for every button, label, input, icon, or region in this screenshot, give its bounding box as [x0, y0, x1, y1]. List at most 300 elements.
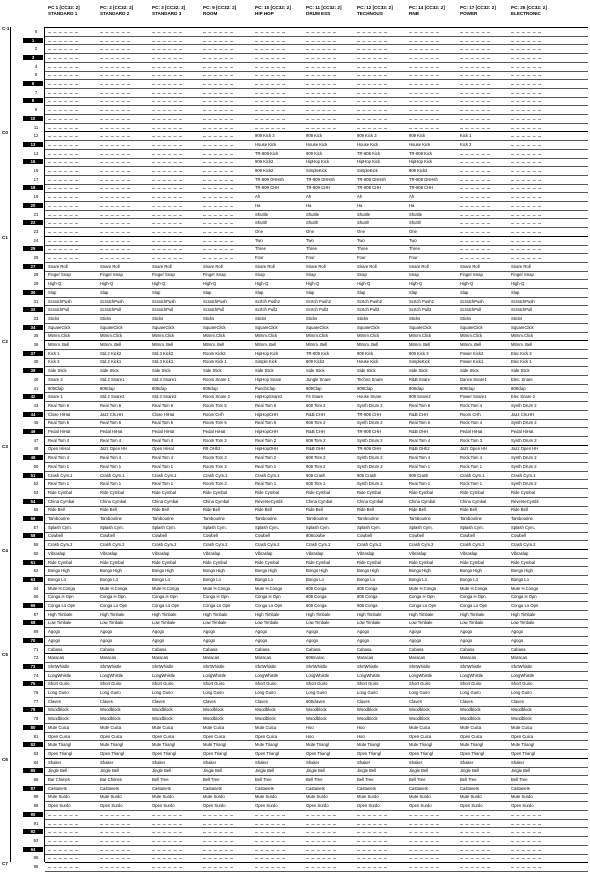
instrument-cell	[100, 107, 130, 111]
instrument-cell: Jingle Bell	[357, 768, 377, 774]
instrument-cell: Synth Drum 2	[511, 455, 537, 461]
instrument-cell	[357, 72, 387, 76]
instrument-cell: Low Timbale	[152, 620, 176, 626]
instrument-cell: Cabasa	[48, 646, 63, 652]
instrument-cell	[511, 125, 541, 129]
instrument-cell: Maracas	[255, 655, 272, 661]
instrument-cell: Bongo Lo	[203, 576, 221, 582]
instrument-cell: Jingle Bell	[255, 768, 275, 774]
instrument-cell	[255, 107, 285, 111]
instrument-cell	[48, 90, 78, 94]
instrument-cell: Side Stick	[100, 368, 119, 374]
instrument-cell: HipHop Kick	[409, 159, 433, 165]
instrument-cell: China Cymbal	[357, 498, 384, 504]
instrument-cell: Tambourine	[357, 516, 379, 521]
instrument-cell: Open Triangl	[255, 750, 279, 756]
instrument-cell	[48, 46, 78, 50]
instrument-cell: Agogo	[203, 629, 216, 635]
instrument-cell: 909 Kick 3	[357, 133, 377, 139]
instrument-cell: Std.2 Snare1	[100, 376, 125, 382]
instrument-cell	[203, 116, 233, 120]
instrument-cell: Mute Triangl	[306, 742, 330, 748]
instrument-cell: LongWhistle	[409, 672, 433, 678]
instrument-cell	[357, 821, 387, 825]
note-number: 95	[33, 855, 39, 861]
instrument-cell: ShrtWhistle	[409, 663, 431, 669]
instrument-cell	[255, 55, 285, 59]
instrument-cell: Slap	[100, 289, 109, 295]
instrument-cell: R&B CHH	[306, 411, 325, 417]
black-key-note: 94	[23, 847, 43, 852]
instrument-cell: Jazz Open HH	[460, 446, 488, 452]
instrument-cell: Ride Bell	[203, 507, 220, 513]
instrument-cell: ScratchPull	[460, 307, 482, 313]
instrument-cell	[48, 255, 78, 259]
instrument-cell: Conga Lo Opn	[100, 603, 128, 608]
instrument-cell: Jazz Open HH	[511, 446, 539, 452]
instrument-cell	[511, 107, 541, 111]
instrument-cell: 808 Conga	[357, 585, 378, 591]
instrument-cell: Three	[357, 246, 368, 252]
instrument-cell	[100, 133, 130, 137]
instrument-cell: Side Stick	[203, 368, 222, 374]
note-number: 47	[33, 437, 39, 443]
instrument-cell: Scrtch Pull2	[409, 307, 432, 313]
instrument-cell: Ah	[357, 194, 363, 200]
instrument-cell: Agogo	[357, 629, 370, 635]
instrument-cell: R&B CHH	[306, 429, 325, 434]
instrument-cell: Real Tom 2	[255, 455, 277, 461]
instrument-cell: ShrtWhistle	[255, 663, 277, 669]
instrument-cell: Agogo	[203, 637, 216, 643]
instrument-cell: Bongo Lo	[460, 576, 478, 582]
instrument-cell	[100, 855, 130, 859]
instrument-cell	[203, 133, 233, 137]
instrument-cell: Open Surdo	[306, 803, 329, 809]
instrument-cell: Agogo	[255, 637, 268, 643]
instrument-cell: Short Guiro	[357, 681, 379, 687]
instrument-cell: Pedal HiHat	[203, 429, 226, 434]
instrument-cell	[152, 98, 182, 102]
octave-label: C7	[2, 861, 8, 867]
instrument-cell: Slap	[152, 289, 161, 295]
instrument-cell: Real Tom 5	[255, 420, 277, 426]
program-change-label: PC: 12 [CC32: 2]	[357, 5, 393, 10]
instrument-cell: Mtrnm.Click	[152, 333, 175, 339]
instrument-cell: Open Cuica	[100, 733, 123, 739]
instrument-cell: Tambourine	[511, 516, 533, 521]
instrument-cell	[203, 168, 233, 172]
instrument-cell	[511, 255, 541, 259]
instrument-cell: Mute Surdo	[511, 794, 533, 800]
instrument-cell	[409, 64, 439, 68]
instrument-cell: Real Tom 5	[409, 420, 431, 426]
instrument-cell	[152, 107, 182, 111]
instrument-cell: Real Tom 1	[409, 463, 431, 469]
instrument-cell	[357, 64, 387, 68]
black-key-note: 85	[23, 768, 43, 773]
note-number: 11	[33, 124, 39, 130]
instrument-cell: Scrtch Push2	[409, 298, 434, 304]
instrument-cell	[152, 151, 182, 155]
note-number: 76	[33, 690, 39, 695]
instrument-cell	[48, 38, 78, 42]
instrument-cell: Bongo Lo	[409, 576, 427, 582]
instrument-cell: Sticks	[306, 315, 318, 321]
instrument-cell	[255, 116, 285, 120]
instrument-cell	[100, 212, 130, 216]
instrument-cell: Rock Tom 1	[460, 481, 483, 487]
instrument-cell: HipHopCHH	[255, 411, 279, 417]
instrument-cell: Agogo	[152, 637, 165, 643]
instrument-cell: Claves	[409, 698, 422, 704]
instrument-cell	[357, 829, 387, 833]
instrument-cell: Mtrnm. Bell	[152, 342, 174, 347]
instrument-cell	[255, 847, 285, 851]
note-number: 77	[33, 698, 39, 704]
instrument-cell: TR-909 CHH	[357, 429, 382, 434]
instrument-cell	[48, 133, 78, 137]
instrument-cell: Two	[409, 237, 417, 243]
instrument-cell	[409, 116, 439, 120]
instrument-cell: 909 Kick	[306, 150, 323, 156]
instrument-cell	[100, 194, 130, 198]
instrument-cell	[203, 238, 233, 242]
instrument-cell: Side Stick	[152, 368, 171, 374]
instrument-cell: Cabasa	[152, 646, 167, 652]
instrument-cell	[48, 829, 78, 833]
instrument-cell: Jazz Open HH	[100, 446, 128, 452]
instrument-cell	[409, 90, 439, 94]
instrument-cell: Real Tom 5	[48, 420, 70, 426]
black-key-note: 30	[23, 290, 43, 295]
instrument-cell	[357, 107, 387, 111]
instrument-cell	[48, 838, 78, 842]
instrument-cell: Shaker	[306, 759, 320, 765]
instrument-cell: ShrtWhistle	[306, 663, 328, 669]
instrument-cell: Bongo Lo	[48, 576, 66, 582]
instrument-cell: Side Stick	[409, 368, 428, 374]
instrument-cell: LongWhistle	[460, 672, 484, 678]
octave-label: C3	[2, 443, 8, 449]
instrument-cell: Finger Snap	[203, 272, 226, 278]
instrument-cell: SquareClick	[100, 324, 123, 330]
instrument-cell: Splash Cym.	[100, 524, 124, 530]
kit-name-label: ROOM	[203, 11, 218, 17]
instrument-cell: ScratchPush	[460, 298, 484, 304]
instrument-cell: Jingle Bell	[306, 768, 326, 774]
instrument-cell: Kick 2	[48, 359, 60, 365]
row-divider	[45, 862, 588, 863]
instrument-cell: Cabasa	[460, 646, 475, 652]
program-change-label: PC: 25 [CC32: 2]	[511, 5, 547, 10]
instrument-cell: Ha	[255, 202, 261, 208]
instrument-cell: Cowbell	[409, 533, 424, 539]
instrument-cell	[357, 838, 387, 842]
black-key-note: 13	[23, 142, 43, 147]
instrument-cell: Bongo High	[409, 568, 431, 574]
column-header	[357, 5, 407, 18]
instrument-cell	[511, 829, 541, 833]
instrument-cell	[460, 838, 490, 842]
instrument-cell	[203, 185, 233, 189]
instrument-cell: Shaker	[409, 759, 423, 765]
instrument-cell: Snare Roll	[203, 263, 223, 269]
instrument-cell: Bar Chimes	[48, 777, 70, 782]
instrument-cell: Mute H.Conga	[409, 585, 436, 591]
instrument-cell	[100, 185, 130, 189]
instrument-cell	[306, 821, 336, 825]
instrument-cell: LongWhistle	[152, 672, 176, 678]
instrument-cell: Side Stick	[460, 368, 479, 374]
instrument-cell: Ha	[357, 202, 363, 208]
instrument-cell: Open Surdo	[255, 803, 278, 809]
instrument-cell: ScratchPull	[100, 307, 122, 313]
instrument-cell: Maracas	[511, 655, 528, 661]
instrument-cell	[203, 64, 233, 68]
instrument-cell: 808cowbe	[306, 533, 326, 539]
instrument-cell: Snare Roll	[306, 263, 326, 269]
instrument-cell	[152, 194, 182, 198]
instrument-cell	[255, 812, 285, 816]
instrument-cell: Snare Roll	[100, 263, 120, 269]
instrument-cell: Fs Snare	[306, 394, 323, 400]
instrument-cell: Splash Cym.	[152, 524, 176, 530]
instrument-cell: Kick 2	[460, 141, 472, 147]
instrument-cell: Vibraslap	[306, 550, 324, 556]
instrument-cell: Synth Drum 2	[511, 463, 537, 469]
instrument-cell: Scrtch Pull2	[306, 307, 329, 313]
instrument-cell: Conga H Opn	[409, 594, 435, 600]
instrument-cell: Kick 1	[460, 133, 472, 139]
instrument-cell: Short Guiro	[460, 681, 482, 687]
instrument-cell	[100, 29, 130, 33]
instrument-cell	[152, 55, 182, 59]
note-number: 72	[33, 655, 39, 661]
instrument-cell	[100, 203, 130, 207]
instrument-cell: Mtrnm.Click	[100, 333, 123, 339]
instrument-cell: Hoo	[306, 724, 314, 730]
instrument-cell: Low Timbale	[409, 620, 433, 626]
instrument-cell: Open Triangl	[100, 750, 124, 756]
instrument-cell: Sticks	[357, 315, 369, 321]
instrument-cell	[48, 855, 78, 859]
instrument-cell: Ride Cymbal	[409, 559, 433, 565]
instrument-cell: Long Guiro	[409, 690, 430, 695]
instrument-cell	[203, 255, 233, 259]
instrument-cell: Shaker	[511, 759, 525, 765]
column-header	[152, 5, 202, 18]
octave-label: C2	[2, 339, 8, 345]
instrument-cell	[460, 72, 490, 76]
instrument-cell: Maracas	[357, 655, 374, 661]
instrument-cell: China Cymbal	[460, 498, 487, 504]
instrument-cell	[460, 116, 490, 120]
instrument-cell	[460, 812, 490, 816]
instrument-cell: Conga H Opn	[48, 594, 74, 600]
black-key-note: 34	[23, 325, 43, 330]
instrument-cell: Synth Drum 2	[511, 481, 537, 487]
instrument-cell: Castanets	[409, 785, 428, 791]
instrument-cell: Agogo	[460, 629, 473, 635]
instrument-cell	[203, 107, 233, 111]
black-key-note: 20	[23, 203, 43, 208]
instrument-cell: TR-909 OHHsh	[306, 176, 335, 182]
instrument-cell: House Kick	[357, 141, 379, 147]
instrument-cell: Open Surdo	[409, 803, 432, 809]
instrument-cell	[460, 246, 490, 250]
instrument-cell	[152, 72, 182, 76]
instrument-cell: Agogo	[409, 637, 422, 643]
instrument-cell: House Kick	[306, 141, 328, 147]
instrument-cell: Bongo Lo	[306, 576, 324, 582]
note-number: 14	[33, 150, 39, 156]
instrument-cell: SquareClick	[152, 324, 175, 330]
instrument-cell	[255, 46, 285, 50]
instrument-cell: Ride Cymbal	[255, 559, 279, 565]
instrument-cell: Agogo	[409, 629, 422, 635]
instrument-cell: Real Tom 6	[100, 402, 122, 408]
instrument-cell	[48, 864, 78, 868]
instrument-cell	[48, 81, 78, 85]
octave-label: C0	[2, 130, 8, 136]
note-number: 0	[34, 28, 38, 34]
instrument-cell: Long Guiro	[357, 690, 378, 695]
instrument-cell: Tambourine	[460, 516, 482, 521]
instrument-cell: Jazz Cls.HH	[511, 411, 535, 417]
instrument-cell: Bongo High	[203, 568, 225, 574]
instrument-cell: Mute Triangl	[460, 742, 484, 748]
instrument-cell: HipHopOHH	[255, 446, 279, 452]
instrument-cell: SquareClick	[409, 324, 432, 330]
instrument-cell	[306, 98, 336, 102]
instrument-cell: Three	[306, 246, 317, 252]
instrument-cell	[460, 829, 490, 833]
note-number: 79	[33, 716, 39, 722]
instrument-cell	[100, 168, 130, 172]
black-key-note: 90	[23, 812, 43, 817]
instrument-cell: Synth Drum 2	[357, 463, 383, 469]
instrument-cell: Bongo High	[100, 568, 122, 574]
octave-label: C-1	[2, 26, 10, 31]
black-key-note: 75	[23, 681, 43, 686]
note-number: 64	[33, 585, 39, 591]
instrument-cell	[48, 159, 78, 163]
instrument-cell: Castanets	[511, 785, 530, 791]
instrument-cell: Agogo	[100, 637, 113, 643]
instrument-cell: Agogo	[511, 637, 524, 643]
instrument-cell: Power Kick1	[460, 359, 484, 365]
instrument-cell: Long Guiro	[152, 690, 173, 695]
instrument-cell: Open Triangl	[203, 750, 227, 756]
instrument-cell: Bell Tree	[152, 777, 169, 782]
instrument-cell	[511, 98, 541, 102]
instrument-cell: Techno Snare	[357, 376, 383, 382]
instrument-cell: LongWhistle	[48, 672, 72, 678]
instrument-cell: High-Q	[460, 281, 474, 287]
instrument-cell	[511, 90, 541, 94]
instrument-cell	[511, 64, 541, 68]
instrument-cell: Ride Cymbal	[460, 559, 484, 565]
black-key-note: 15	[23, 159, 43, 164]
instrument-cell: Open Surdo	[511, 803, 534, 809]
instrument-cell	[100, 64, 130, 68]
instrument-cell: Shaker	[48, 759, 62, 765]
instrument-cell: Crash Cym.1	[203, 472, 228, 478]
instrument-cell: Mtrnm. Bell	[48, 342, 70, 347]
instrument-cell: Ride Cymbal	[306, 559, 330, 565]
instrument-cell: Crash Cym.2	[203, 542, 228, 548]
instrument-cell: House Kick	[409, 141, 431, 147]
instrument-cell	[460, 212, 490, 216]
instrument-cell: Castanets	[100, 785, 119, 791]
kit-name-label: TECHNOUS	[357, 11, 383, 17]
octave-label: C1	[2, 234, 8, 240]
instrument-cell: Real Tom 1	[152, 481, 174, 487]
instrument-cell: High-Q	[203, 281, 217, 287]
note-number: 4	[34, 63, 38, 69]
instrument-cell: Real Tom 4	[48, 455, 70, 461]
instrument-cell	[203, 212, 233, 216]
keyboard-left-edge	[10, 27, 11, 862]
instrument-cell	[48, 116, 78, 120]
instrument-cell: Low Timbale	[306, 620, 330, 626]
instrument-cell	[409, 821, 439, 825]
instrument-cell: Two	[306, 237, 314, 243]
instrument-cell: TR-808 Kick	[306, 350, 330, 356]
instrument-cell: Vibraslap	[357, 550, 375, 556]
instrument-cell: 909 Kick 3	[255, 133, 275, 139]
instrument-cell	[409, 81, 439, 85]
instrument-cell: Woodblock	[409, 707, 430, 713]
instrument-cell	[306, 855, 336, 859]
instrument-cell	[306, 125, 336, 129]
black-key-note: 32	[23, 307, 43, 312]
instrument-cell	[48, 98, 78, 102]
instrument-cell: China Cymbal	[203, 498, 230, 504]
instrument-cell: Sticks	[100, 315, 112, 321]
instrument-cell: Synth Drum 2	[357, 455, 383, 461]
black-key-note: 44	[23, 412, 43, 417]
note-number: 41	[33, 385, 39, 391]
instrument-cell: Mtrnm. Bell	[100, 342, 122, 347]
instrument-cell: Crash Cym.1	[152, 472, 177, 478]
instrument-cell: Mute H.Conga	[511, 585, 538, 591]
instrument-cell	[409, 838, 439, 842]
instrument-cell: High-Q	[48, 281, 62, 287]
instrument-cell: TR-909 CHH	[357, 185, 382, 191]
instrument-cell: LongWhistle	[306, 672, 330, 678]
instrument-cell	[511, 133, 541, 137]
instrument-cell: Crash Cym.2	[357, 542, 382, 548]
instrument-cell: Conga H Opn	[203, 594, 229, 600]
instrument-cell: Slap	[306, 289, 315, 295]
instrument-cell: Vibraslap	[255, 550, 273, 556]
instrument-cell: Conga Lo Opn	[255, 603, 283, 608]
instrument-cell: Agogo	[152, 629, 165, 635]
instrument-cell: Snap	[255, 272, 265, 278]
note-number: 53	[33, 489, 39, 495]
instrument-cell	[152, 125, 182, 129]
instrument-cell: TR-909 OHHsh	[255, 176, 284, 182]
instrument-cell: Side Stick	[48, 368, 67, 374]
column-header	[255, 5, 305, 18]
instrument-cell	[460, 38, 490, 42]
instrument-cell: Mute Triangl	[100, 742, 124, 748]
instrument-cell: ScratchPush	[100, 298, 124, 304]
instrument-cell	[152, 847, 182, 851]
instrument-cell: 808 Tom 2	[306, 437, 326, 443]
